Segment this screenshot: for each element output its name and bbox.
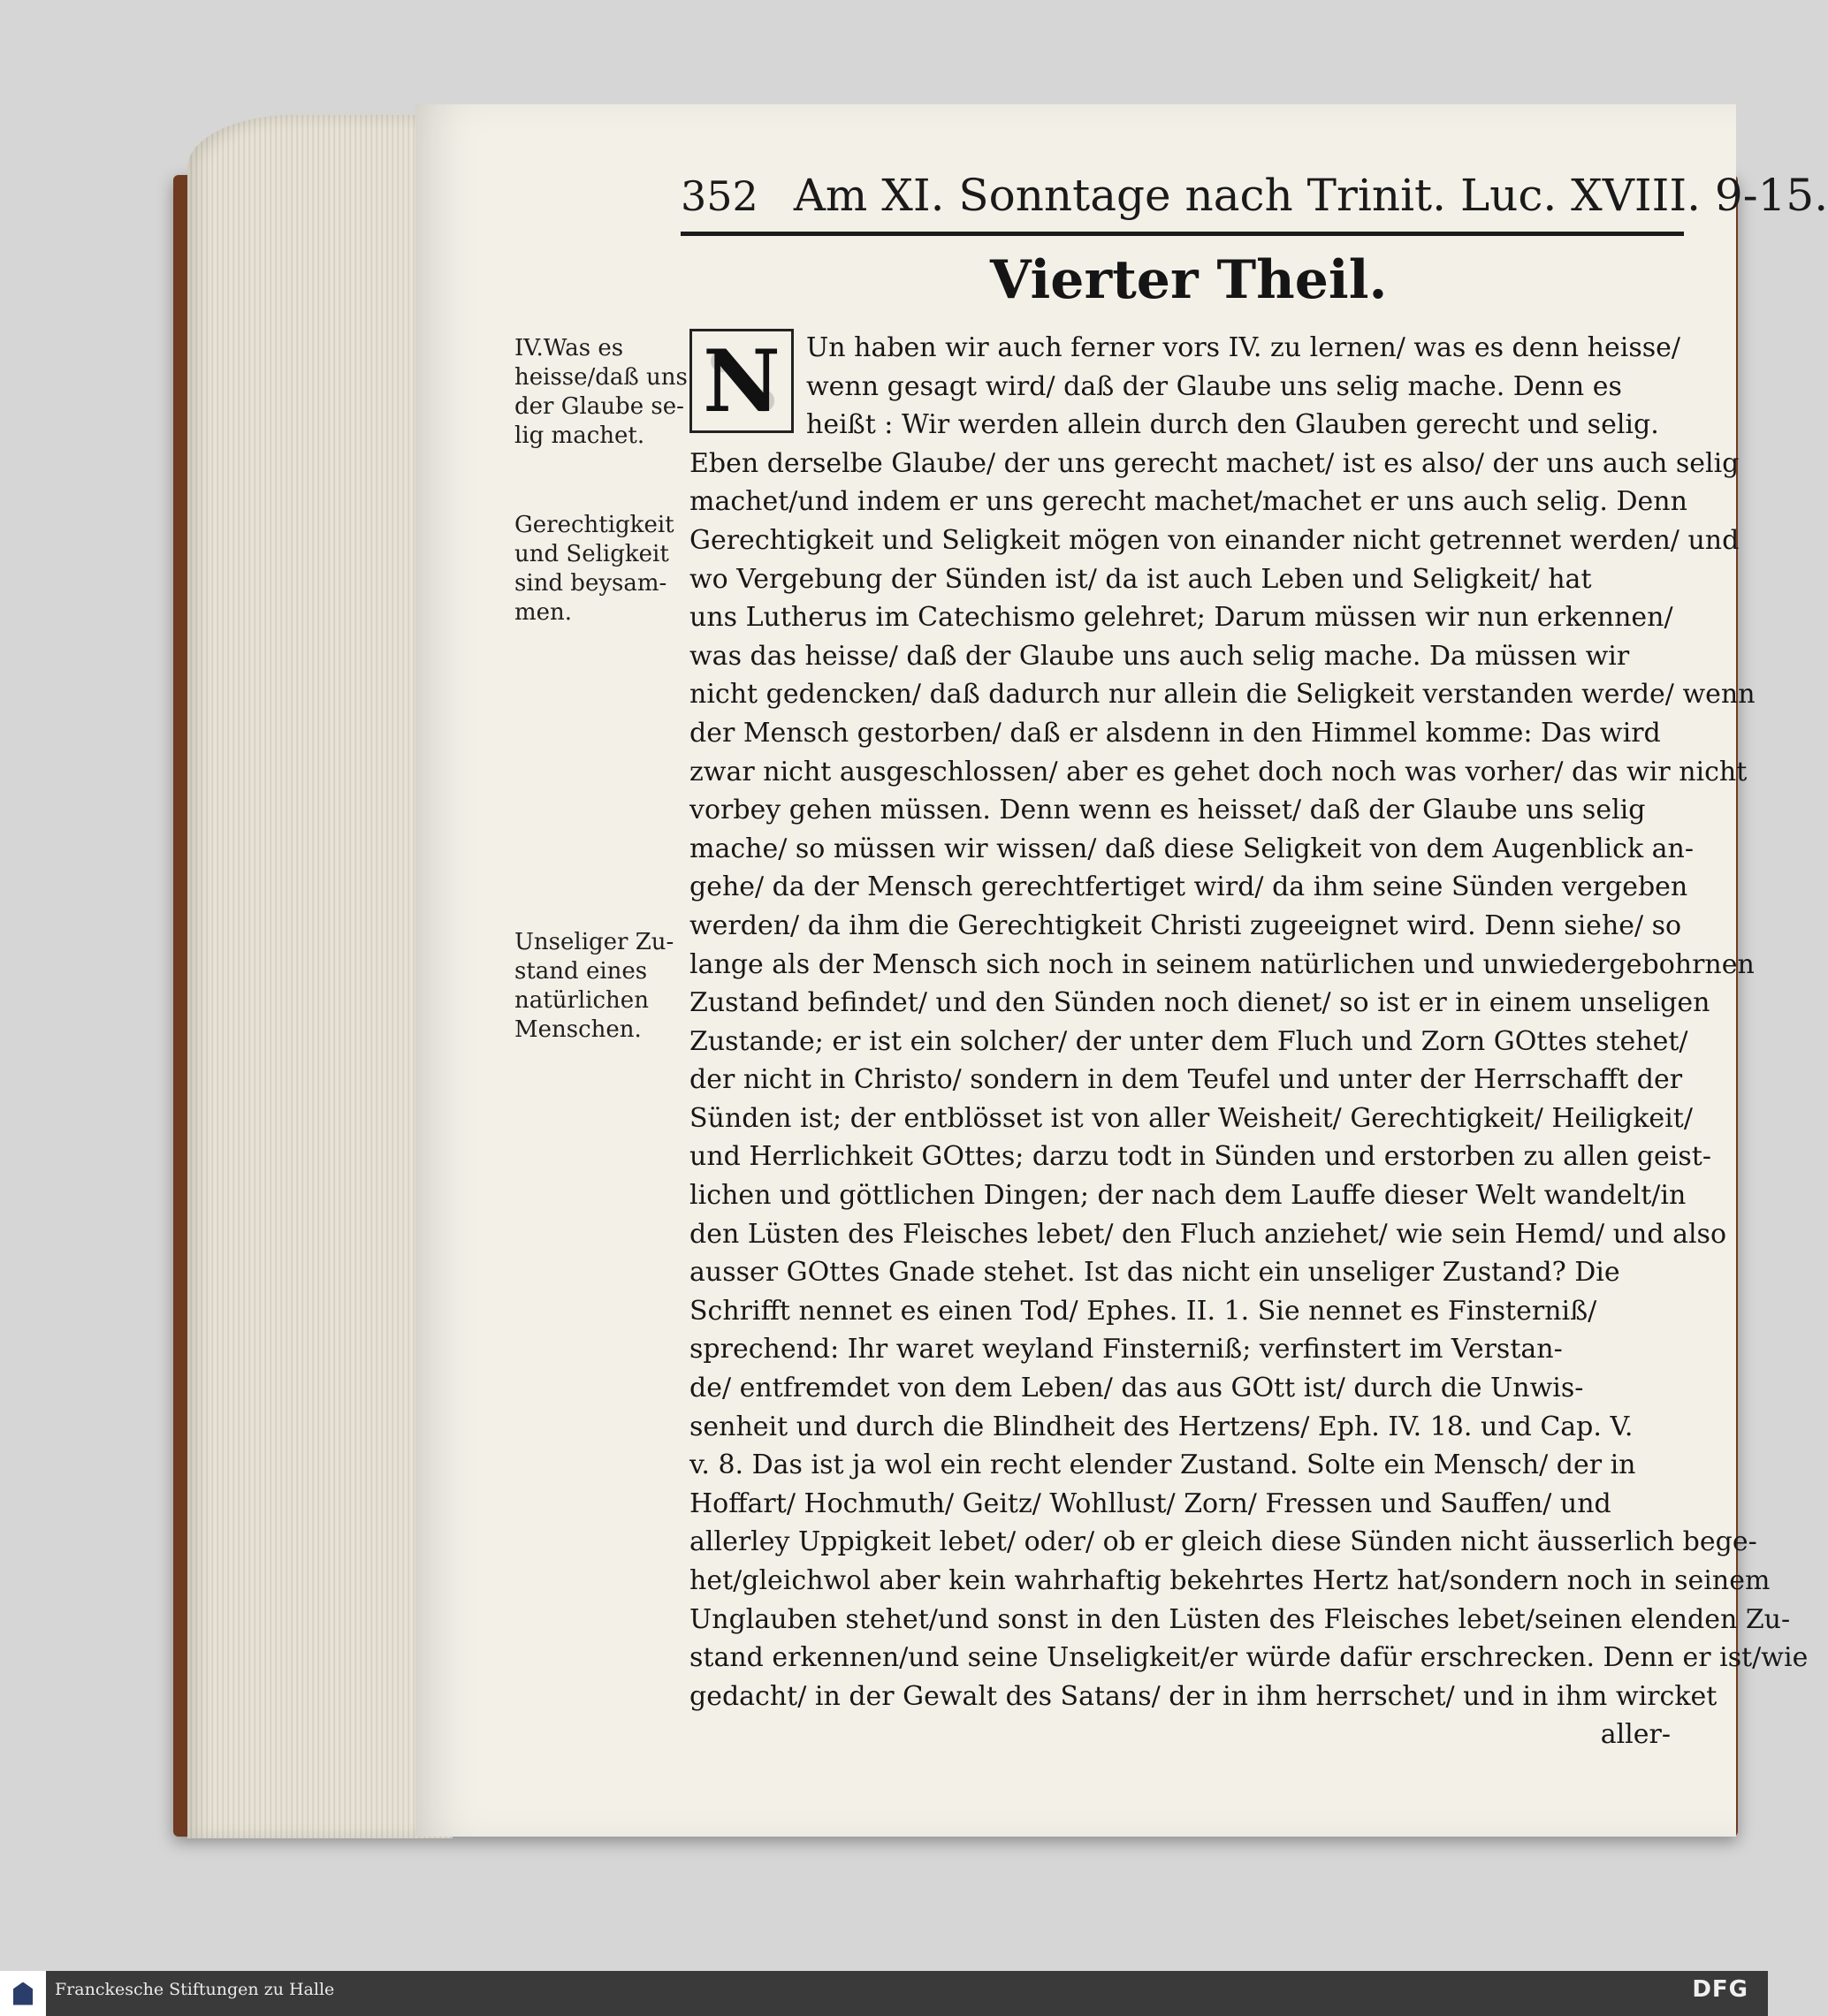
text-line: Un haben wir auch ferner vors IV. zu lernen/ was es denn heisse/ (806, 332, 1680, 363)
text-line: allerley Uppigkeit lebet/ oder/ ob er gleich diese Sünden nicht äusserlich bege- (689, 1526, 1757, 1558)
text-line: nicht gedencken/ daß dadurch nur allein die Seligkeit verstanden werde/ wenn (689, 679, 1756, 711)
margin-note-faith-saves (514, 334, 688, 451)
text-line: Eben derselbe Glaube/ der uns gerecht machet/ ist es also/ der uns auch selig (689, 447, 1740, 479)
text-line: der Mensch gestorben/ daß er alsdenn in den Himmel komme: Das wird (689, 717, 1661, 749)
text-line: machet/und indem er uns gerecht machet/machet er uns auch selig. Denn (689, 486, 1687, 518)
text-line: und Herrlichkeit GOttes; darzu todt in Sünden und erstorben zu allen geist- (689, 1141, 1711, 1173)
text-line: der nicht in Christo/ sondern in dem Teufel und unter der Herrschafft der (689, 1064, 1683, 1096)
note-line: sind beysam- (514, 570, 667, 597)
note-line: lig machet. (514, 422, 645, 449)
page-number: 352 (681, 172, 758, 220)
note-line: stand eines (514, 958, 648, 985)
note-line: heisse/daß uns (514, 364, 688, 391)
text-line: lange als der Mensch sich noch in seinem natürlichen und unwiedergebohrnen (689, 948, 1755, 980)
text-line: Zustande; er ist ein solcher/ der unter dem Fluch und Zorn GOttes stehet/ (689, 1025, 1688, 1057)
text-line: zwar nicht ausgeschlossen/ aber es gehet doch noch was vorher/ das wir nicht (689, 756, 1748, 787)
text-line: was das heisse/ daß der Glaube uns auch selig mache. Da müssen wir (689, 640, 1630, 672)
note-line: und Seligkeit (514, 541, 669, 567)
note-line: der Glaube se- (514, 393, 684, 420)
text-line: werden/ da ihm die Gerechtigkeit Christi zugeeignet wird. Denn siehe/ so (689, 909, 1682, 941)
text-line: vorbey gehen müssen. Denn wenn es heisset/ daß der Glaube uns selig (689, 795, 1646, 826)
note-line: Menschen. (514, 1016, 642, 1043)
text-line: de/ entfremdet von dem Leben/ das aus GOtt ist/ durch die Unwis- (689, 1373, 1584, 1404)
text-line: wenn gesagt wird/ daß der Glaube uns selig mache. Denn es (806, 370, 1622, 402)
note-line: men. (514, 599, 573, 626)
text-line: sprechend: Ihr waret weyland Finsterniß; verfinstert im Verstan- (689, 1334, 1563, 1366)
header-rule (681, 232, 1684, 236)
text-line: v. 8. Das ist ja wol ein recht elender Zustand. Solte ein Mensch/ der in (689, 1449, 1636, 1481)
text-line: senheit und durch die Blindheit des Hertzens/ Eph. IV. 18. und Cap. V. (689, 1411, 1634, 1442)
running-title: Am XI. Sonntage nach Trinit. Luc. XVIII. 9-15. (793, 170, 1828, 221)
margin-note-righteousness (514, 511, 682, 628)
text-line: Zustand befindet/ und den Sünden noch dienet/ so ist er in einem unseligen (689, 987, 1710, 1019)
note-line: Gerechtigkeit (514, 512, 674, 538)
text-line: Schrifft nennet es einen Tod/ Ephes. II. 1. Sie nennet es Finsterniß/ (689, 1295, 1597, 1327)
section-title: Vierter Theil. (990, 249, 1388, 311)
text-line: mache/ so müssen wir wissen/ daß diese Seligkeit von dem Augenblick an- (689, 833, 1695, 864)
institution-logo[interactable] (0, 1971, 46, 2016)
note-line: natürlichen (514, 987, 649, 1014)
text-line: Sünden ist; der entblösset ist von aller Weisheit/ Gerechtigkeit/ Heiligkeit/ (689, 1102, 1693, 1134)
text-line: uns Lutherus im Catechismo gelehret; Darum müssen wir nun erkennen/ (689, 602, 1673, 634)
text-line: gehe/ da der Mensch gerechtfertiget wird/ da ihm seine Sünden vergeben (689, 871, 1688, 903)
body-text (689, 329, 1809, 1754)
text-line: den Lüsten des Fleisches lebet/ den Fluch anziehet/ wie sein Hemd/ und also (689, 1218, 1727, 1250)
running-head (681, 170, 1828, 232)
text-line: wo Vergebung der Sünden ist/ da ist auch Leben und Seligkeit/ hat (689, 563, 1592, 595)
text-line: Gerechtigkeit und Seligkeit mögen von einander nicht getrennet werden/ und (689, 524, 1740, 556)
dfg-logo[interactable]: DFG (1692, 1976, 1748, 2003)
text-line: stand erkennen/und seine Unseligkeit/er würde dafür erschrecken. Denn er ist/wie (689, 1642, 1809, 1674)
text-line: lichen und göttlichen Dingen; der nach dem Lauffe dieser Welt wandelt/in (689, 1180, 1687, 1212)
text-line: Hoffart/ Hochmuth/ Geitz/ Wohllust/ Zorn/ Fressen und Sauffen/ und (689, 1487, 1611, 1519)
page-edges (187, 115, 453, 1838)
drop-initial: N (689, 329, 794, 433)
text-line: gedacht/ in der Gewalt des Satans/ der in ihm herrschet/ und in ihm wircket (689, 1680, 1718, 1712)
margin-note-unblessed-state (514, 928, 682, 1045)
text-line: heißt : Wir werden allein durch den Glauben gerecht und selig. (806, 409, 1659, 441)
institution-crest-icon (13, 1982, 33, 2005)
note-line: IV.Was es (514, 335, 624, 361)
note-line: Unseliger Zu- (514, 929, 674, 955)
text-line: het/gleichwol aber kein wahrhaftig bekehrtes Hertz hat/sondern noch in seinem (689, 1565, 1771, 1596)
catchword: aller- (1600, 1719, 1671, 1751)
text-line: Unglauben stehet/und sonst in den Lüsten des Fleisches lebet/seinen elenden Zu- (689, 1603, 1791, 1635)
text-line: ausser GOttes Gnade stehet. Ist das nicht ein unseliger Zustand? Die (689, 1257, 1620, 1289)
institution-name[interactable]: Franckesche Stiftungen zu Halle (55, 1980, 335, 1999)
